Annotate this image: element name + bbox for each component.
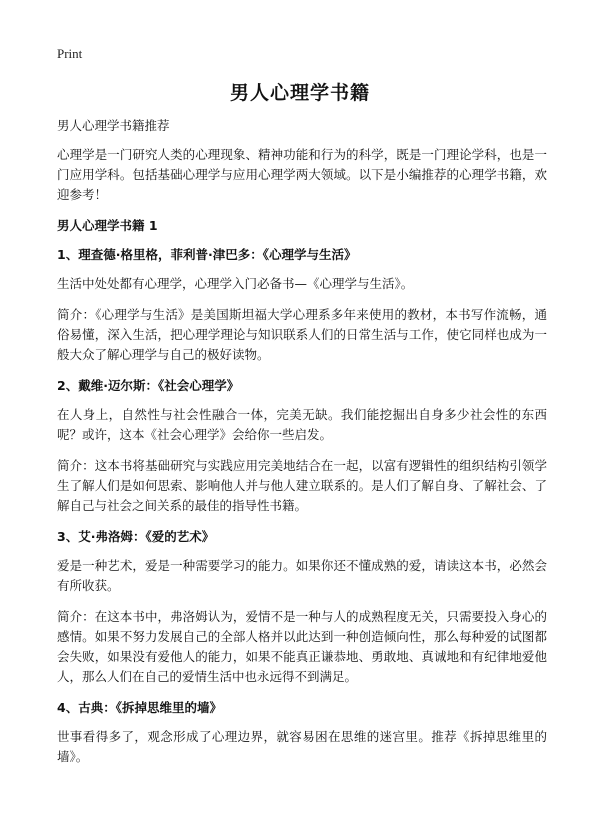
section-title: 男人心理学书籍 1: [57, 218, 158, 233]
book-heading: 4、古典：《拆掉思维里的墙》: [57, 700, 222, 715]
book-paragraph: 爱是一种艺术，爱是一种需要学习的能力。如果你还不懂成熟的爱，请读这本书，必然会有所收获。: [57, 558, 547, 593]
book-paragraph: 世事看得多了，观念形成了心理边界，就容易困在思维的迷宫里。推荐《拆掉思维里的墙》。: [57, 729, 547, 764]
print-label[interactable]: Print: [57, 46, 83, 61]
book-summary: 简介：在这本书中，弗洛姆认为，爱情不是一种与人的成熟程度无关，只需要投入身心的感情。如果不努力发展自己的全部人格并以此达到一种创造倾向性，那么每种爱的试图都会失败，如果没有爱他人的能力，如果不能真正谦恭地、勇敢地、真诚地和有纪律地爱他人，那么人们在自己的爱情生活中也永远得不到满足。: [57, 609, 547, 684]
book-summary: 简介：《心理学与生活》是美国斯坦福大学心理系多年来使用的教材，本书写作流畅，通俗易懂，深入生活，把心理学理论与知识联系人们的日常生活与工作，使它同样也成为一般大众了解心理学与自己的极好读物。: [57, 307, 547, 362]
book-heading: 3、艾·弗洛姆：《爱的艺术》: [57, 529, 215, 544]
intro-paragraph: 心理学是一门研究人类的心理现象、精神功能和行为的科学，既是一门理论学科，也是一门应用学科。包括基础心理学与应用心理学两大领域。以下是小编推荐的心理学书籍，欢迎参考！: [57, 147, 547, 202]
doc-subtitle: 男人心理学书籍推荐: [57, 118, 170, 133]
book-summary: 简介：这本书将基础研究与实践应用完美地结合在一起，以富有逻辑性的组织结构引领学生了解人们是如何思索、影响他人并与他人建立联系的。是人们了解自身、了解社会、了解自己与社会之间关系的最佳的指导性书籍。: [57, 458, 547, 513]
book-paragraph: 生活中处处都有心理学，心理学入门必备书—《心理学与生活》。: [57, 276, 414, 291]
book-heading: 2、戴维·迈尔斯：《社会心理学》: [57, 378, 240, 393]
document-body: [57, 116, 547, 778]
page-title: 男人心理学书籍: [229, 82, 370, 104]
book-heading: 1、理查德·格里格，菲利普·津巴多：《心理学与生活》: [57, 247, 357, 262]
book-paragraph: 在人身上，自然性与社会性融合一体，完美无缺。我们能挖掘出自身多少社会性的东西呢？或许，这本《社会心理学》会给你一些启发。: [57, 407, 547, 442]
